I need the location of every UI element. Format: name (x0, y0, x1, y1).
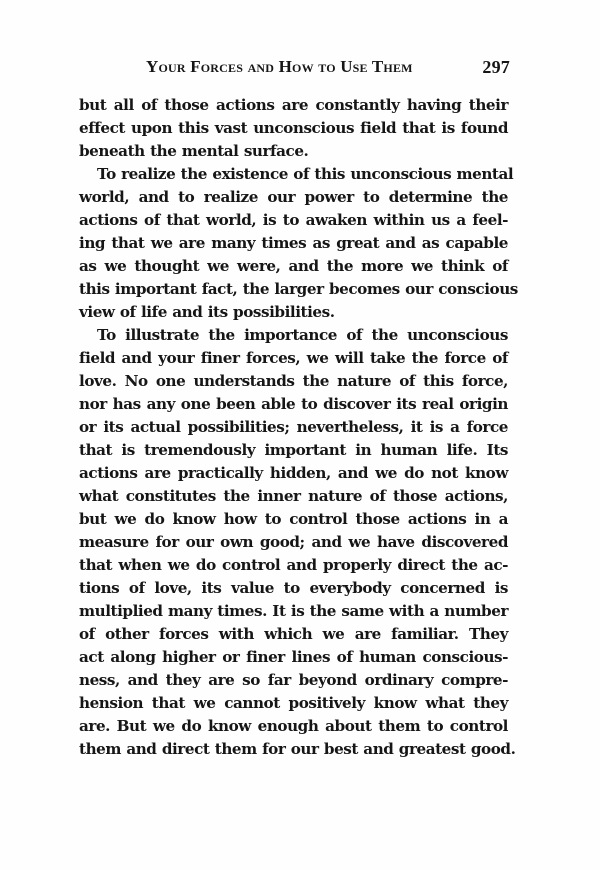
text-line: measure for our own good; and we have discovered (79, 533, 508, 551)
text-line: but all of those actions are constantly having their (79, 96, 508, 114)
text-line: To realize the existence of this unconscious mental (97, 165, 514, 183)
running-head (78, 57, 510, 81)
text-line: that when we do control and properly direct the ac- (79, 556, 508, 574)
running-title: Your Forces and How to Use Them (146, 57, 413, 76)
text-line: that is tremendously important in human life. Its (79, 441, 508, 459)
text-line: actions of that world, is to awaken within us a feel- (79, 211, 508, 229)
text-line: effect upon this vast unconscious field that is found (79, 119, 508, 137)
text-line: multiplied many times. It is the same with a number (79, 602, 508, 620)
text-line: but we do know how to control those actions in a (79, 510, 508, 528)
text-line: them and direct them for our best and greatest good. (79, 740, 516, 758)
text-line: ing that we are many times as great and as capable (79, 234, 508, 252)
text-line: world, and to realize our power to determine the (79, 188, 508, 206)
text-line: tions of love, its value to everybody concerned is (79, 579, 508, 597)
text-line: view of life and its possibilities. (79, 303, 335, 321)
text-line: To illustrate the importance of the unconscious (97, 326, 508, 344)
text-line: this important fact, the larger becomes our conscious (79, 280, 518, 298)
body-text (79, 94, 518, 761)
text-line: act along higher or finer lines of human conscious- (79, 648, 508, 666)
text-line: or its actual possibilities; nevertheless, it is a force (79, 418, 508, 436)
text-line: ness, and they are so far beyond ordinary compre- (79, 671, 508, 689)
text-line: love. No one understands the nature of this force, (79, 372, 508, 390)
text-line: of other forces with which we are familiar. They (79, 625, 508, 643)
text-line: what constitutes the inner nature of those actions, (79, 487, 508, 505)
text-line: nor has any one been able to discover its real origin (79, 395, 508, 413)
text-line: actions are practically hidden, and we do not know (79, 464, 508, 482)
page-number: 297 (482, 57, 510, 77)
text-line: beneath the mental surface. (79, 142, 309, 160)
text-line: as we thought we were, and the more we think of (79, 257, 508, 275)
text-line: hension that we cannot positively know what they (79, 694, 508, 712)
text-line: are. But we do know enough about them to control (79, 717, 508, 735)
text-line: field and your finer forces, we will take the force of (79, 349, 508, 367)
